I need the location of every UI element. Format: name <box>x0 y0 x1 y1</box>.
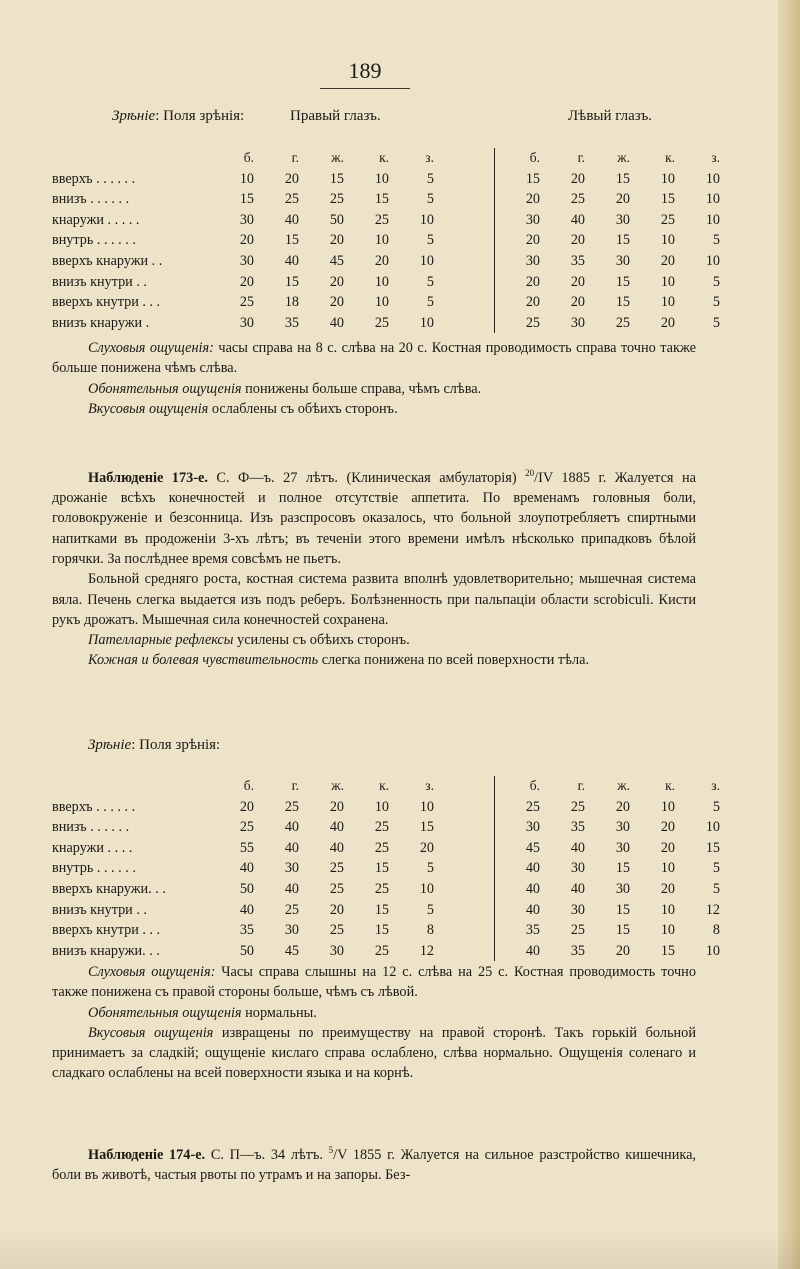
column-gap <box>434 920 494 941</box>
left-column-header: к. <box>665 150 675 165</box>
left-eye-value: 10 <box>660 901 675 918</box>
right-eye-value: 25 <box>329 860 344 877</box>
right-eye-header: Правый глазъ. <box>290 108 381 124</box>
left-eye-value: 20 <box>660 819 675 836</box>
right-eye-value: 10 <box>374 232 389 249</box>
column-gap <box>434 251 494 272</box>
hearing-label: Слуховыя ощущенія: <box>88 340 214 356</box>
row-label-header <box>52 776 209 797</box>
left-eye-value: 10 <box>705 942 720 959</box>
visual-field-table-2 <box>52 776 720 961</box>
row-label: вверхъ кнутри . . . <box>52 922 161 939</box>
right-column-header: к. <box>379 778 389 793</box>
smell-paragraph <box>52 379 696 399</box>
right-eye-value: 20 <box>239 232 254 249</box>
left-eye-value: 20 <box>570 294 585 311</box>
table-row <box>52 272 720 293</box>
left-eye-value: 25 <box>525 798 540 815</box>
left-eye-value: 5 <box>712 880 720 897</box>
right-eye-value: 15 <box>374 922 389 939</box>
column-gap <box>434 272 494 293</box>
hearing-label-2: Слуховыя ощущенія: <box>88 964 216 980</box>
right-column-header: з. <box>425 778 434 793</box>
right-eye-value: 40 <box>329 314 344 331</box>
table-row <box>52 879 720 900</box>
obs174-date-rest: /V 1855 г. Жалуется на сильное разстройство кишечника, боли въ животѣ, частыя рвоты по утрамъ и на запоры. Без- <box>52 1146 696 1184</box>
row-label: вверхъ кнутри . . . <box>52 294 161 311</box>
left-eye-value: 15 <box>615 860 630 877</box>
observation-174 <box>52 1140 696 1185</box>
left-eye-value: 5 <box>712 314 720 331</box>
right-eye-value: 12 <box>419 942 434 959</box>
right-eye-value: 20 <box>239 798 254 815</box>
right-eye-value: 5 <box>426 294 434 311</box>
right-eye-value: 30 <box>239 211 254 228</box>
right-eye-value: 10 <box>419 798 434 815</box>
left-eye-value: 20 <box>660 880 675 897</box>
obs173-intro: С. Ф—ъ. 27 лѣтъ. (Клиническая амбулаторія) <box>207 469 526 486</box>
right-eye-value: 50 <box>239 880 254 897</box>
right-eye-value: 15 <box>284 273 299 290</box>
hearing-paragraph-2 <box>52 962 696 1003</box>
left-eye-value: 30 <box>570 314 585 331</box>
left-eye-value: 30 <box>615 880 630 897</box>
skin-label: Кожная и болевая чувствительность <box>88 652 319 669</box>
right-eye-value: 10 <box>374 273 389 290</box>
left-eye-value: 10 <box>660 294 675 311</box>
page-number-rule <box>320 88 410 89</box>
right-eye-value: 40 <box>239 860 254 877</box>
left-eye-value: 15 <box>615 273 630 290</box>
right-eye-value: 40 <box>284 252 299 269</box>
obs173-date-rest: /IV 1885 г. Жалуется на дрожаніе всѣхъ конечностей и полное отсутствіе аппетита. По временамъ головныя боли, головокруженіе и безсонница. Изъ разспросовъ оказалось, что больной злоупотребляетъ спиртными напитками въ продоженіи 3-хъ лѣтъ; въ теченіи этого времени имѣлъ нѣсколько припадковъ бѣлой горячки. За послѣднее время совсѣмъ не пьетъ. <box>52 469 696 567</box>
right-eye-value: 15 <box>374 191 389 208</box>
row-label: вверхъ кнаружи. . . <box>52 880 166 897</box>
left-eye-value: 15 <box>705 839 720 856</box>
left-eye-value: 10 <box>705 191 720 208</box>
table-row <box>52 797 720 818</box>
obs173-paragraph-1 <box>52 463 696 569</box>
right-eye-value: 20 <box>329 294 344 311</box>
left-eye-value: 40 <box>525 880 540 897</box>
table-row <box>52 210 720 231</box>
left-eye-value: 12 <box>705 901 720 918</box>
smell-label: Обонятельныя ощущенія <box>88 380 242 397</box>
right-eye-value: 10 <box>374 170 389 187</box>
right-eye-value: 35 <box>239 922 254 939</box>
skin-paragraph <box>52 650 696 670</box>
row-label: внизъ . . . . . . <box>52 819 130 836</box>
left-eye-value: 45 <box>525 839 540 856</box>
left-eye-value: 10 <box>660 232 675 249</box>
right-eye-value: 40 <box>284 819 299 836</box>
right-eye-value: 25 <box>374 839 389 856</box>
left-eye-value: 30 <box>525 211 540 228</box>
table-row <box>52 313 720 334</box>
taste-paragraph-2 <box>52 1023 696 1084</box>
right-eye-value: 5 <box>426 232 434 249</box>
left-column-header: к. <box>665 778 675 793</box>
row-label: кнаружи . . . . . <box>52 211 140 228</box>
left-column-header: г. <box>577 778 585 793</box>
left-column-header: г. <box>577 150 585 165</box>
right-eye-value: 10 <box>239 170 254 187</box>
right-eye-value: 25 <box>374 314 389 331</box>
obs174-paragraph-1 <box>52 1140 696 1185</box>
left-eye-value: 10 <box>705 170 720 187</box>
right-eye-value: 20 <box>329 901 344 918</box>
left-eye-value: 5 <box>712 798 720 815</box>
right-eye-value: 45 <box>329 252 344 269</box>
left-eye-value: 40 <box>525 901 540 918</box>
right-eye-value: 10 <box>419 314 434 331</box>
right-eye-value: 55 <box>239 839 254 856</box>
row-label: внизъ кнаружи. . . <box>52 942 160 959</box>
obs174-heading: Наблюденіе 174-е. <box>88 1146 206 1163</box>
hearing-text-2: Часы справа слышны на 12 с. слѣва на 25 с. Костная проводимость точно также понижена съ правой стороны больше, чѣмъ съ лѣвой. <box>52 964 696 1001</box>
right-eye-value: 25 <box>284 798 299 815</box>
row-label: вверхъ . . . . . . <box>52 170 136 187</box>
vision-fields-header-1 <box>112 108 244 125</box>
smell-text: понижены больше справа, чѣмъ слѣва. <box>241 380 482 397</box>
taste-paragraph <box>52 399 696 419</box>
row-label: внизъ кнутри . . <box>52 273 147 290</box>
visual-field-table-1 <box>52 148 720 333</box>
obs173-sensations <box>52 962 696 1084</box>
right-eye-value: 10 <box>374 294 389 311</box>
column-gap <box>434 148 494 169</box>
left-eye-value: 35 <box>570 252 585 269</box>
left-eye-value: 25 <box>525 314 540 331</box>
left-eye-value: 15 <box>615 901 630 918</box>
right-eye-value: 25 <box>329 922 344 939</box>
left-eye-value: 20 <box>615 191 630 208</box>
row-label: кнаружи . . . . <box>52 839 133 856</box>
table-row <box>52 838 720 859</box>
right-eye-value: 15 <box>239 191 254 208</box>
right-column-header: б. <box>243 150 254 165</box>
column-gap <box>434 941 494 962</box>
right-column-header: ж. <box>331 778 344 793</box>
right-eye-value: 25 <box>284 191 299 208</box>
left-eye-value: 15 <box>525 170 540 187</box>
column-gap <box>434 169 494 190</box>
left-eye-value: 25 <box>660 211 675 228</box>
right-eye-value: 40 <box>284 880 299 897</box>
right-eye-value: 30 <box>284 860 299 877</box>
left-eye-value: 20 <box>615 942 630 959</box>
column-gap <box>434 313 494 334</box>
column-gap <box>434 210 494 231</box>
right-eye-value: 25 <box>374 211 389 228</box>
left-eye-value: 8 <box>712 922 720 939</box>
table-row <box>52 189 720 210</box>
patellar-text: усилены съ обѣихъ сторонъ. <box>233 632 410 649</box>
left-eye-value: 40 <box>570 880 585 897</box>
right-eye-value: 40 <box>284 211 299 228</box>
left-eye-value: 5 <box>712 860 720 877</box>
left-eye-value: 5 <box>712 273 720 290</box>
right-eye-value: 40 <box>239 901 254 918</box>
taste-label-2: Вкусовыя ощущенія <box>88 1024 214 1041</box>
column-header-row <box>52 776 720 797</box>
page-number: 189 <box>348 58 382 83</box>
obs174-intro: С. П—ъ. 34 лѣтъ. <box>205 1146 329 1163</box>
obs173-paragraph-2: Больной средняго роста, костная система развита вполнѣ удовлетворительно; мышечная система вяла. Печень слегка выдается изъ подъ реберъ. Болѣзненность при пальпаціи области scrobiculi. Кисти рукъ дрожатъ. Мышечная сила конечностей сохранена. <box>52 571 696 628</box>
right-eye-value: 25 <box>374 819 389 836</box>
left-eye-value: 30 <box>570 860 585 877</box>
vision-title-rest: : Поля зрѣнія: <box>155 108 245 124</box>
left-eye-value: 10 <box>660 170 675 187</box>
column-gap <box>434 230 494 251</box>
column-gap <box>434 797 494 818</box>
left-column-header: б. <box>529 150 540 165</box>
table-row <box>52 920 720 941</box>
right-eye-value: 40 <box>329 819 344 836</box>
left-eye-value: 20 <box>525 294 540 311</box>
right-eye-value: 5 <box>426 170 434 187</box>
right-eye-value: 30 <box>239 252 254 269</box>
right-eye-value: 20 <box>419 839 434 856</box>
page-edge-shadow <box>778 0 800 1269</box>
left-eye-value: 10 <box>660 922 675 939</box>
left-eye-value: 25 <box>570 922 585 939</box>
table-row <box>52 169 720 190</box>
right-column-header: г. <box>291 778 299 793</box>
vision-fields-header-2 <box>88 737 220 754</box>
right-eye-value: 15 <box>329 170 344 187</box>
bottom-shadow <box>0 1229 800 1269</box>
right-eye-value: 20 <box>284 170 299 187</box>
column-header-row <box>52 148 720 169</box>
right-eye-value: 15 <box>374 860 389 877</box>
table-row <box>52 858 720 879</box>
left-eye-value: 40 <box>570 839 585 856</box>
column-gap <box>434 817 494 838</box>
right-eye-value: 45 <box>284 942 299 959</box>
table-row <box>52 900 720 921</box>
left-eye-value: 30 <box>525 819 540 836</box>
left-column-header: з. <box>711 150 720 165</box>
vision-title-2: Зрѣніе <box>88 737 132 753</box>
table-row <box>52 292 720 313</box>
left-eye-value: 10 <box>705 211 720 228</box>
right-eye-value: 20 <box>329 232 344 249</box>
right-eye-value: 20 <box>329 798 344 815</box>
column-gap <box>434 189 494 210</box>
left-eye-value: 20 <box>525 273 540 290</box>
patellar-paragraph <box>52 630 696 650</box>
right-eye-value: 40 <box>329 839 344 856</box>
right-eye-value: 50 <box>329 211 344 228</box>
left-eye-value: 30 <box>615 211 630 228</box>
table-row <box>52 251 720 272</box>
right-eye-value: 10 <box>419 252 434 269</box>
right-eye-value: 15 <box>419 819 434 836</box>
left-eye-value: 30 <box>615 819 630 836</box>
table-row <box>52 941 720 962</box>
left-eye-value: 15 <box>615 294 630 311</box>
right-eye-value: 20 <box>239 273 254 290</box>
left-eye-value: 25 <box>570 191 585 208</box>
right-eye-value: 25 <box>239 819 254 836</box>
right-eye-value: 15 <box>284 232 299 249</box>
left-eye-value: 15 <box>660 191 675 208</box>
section1-sensations <box>52 338 696 419</box>
right-eye-value: 35 <box>284 314 299 331</box>
right-eye-value: 5 <box>426 860 434 877</box>
right-eye-value: 25 <box>329 880 344 897</box>
left-eye-value: 15 <box>660 942 675 959</box>
hearing-paragraph <box>52 338 696 379</box>
row-label: внизъ кнутри . . <box>52 901 147 918</box>
right-eye-value: 5 <box>426 901 434 918</box>
right-column-header: ж. <box>331 150 344 165</box>
left-eye-value: 30 <box>570 901 585 918</box>
right-column-header: г. <box>291 150 299 165</box>
left-eye-value: 20 <box>615 798 630 815</box>
left-eye-value: 20 <box>525 232 540 249</box>
column-gap <box>434 858 494 879</box>
right-column-header: б. <box>243 778 254 793</box>
right-eye-value: 40 <box>284 839 299 856</box>
left-eye-value: 10 <box>660 798 675 815</box>
smell-paragraph-2 <box>52 1003 696 1023</box>
left-eye-value: 40 <box>570 211 585 228</box>
left-eye-value: 20 <box>660 252 675 269</box>
obs173-date-sup: 20 <box>525 468 535 478</box>
left-eye-value: 25 <box>615 314 630 331</box>
patellar-label: Пателларные рефлексы <box>88 632 234 649</box>
right-eye-value: 10 <box>374 798 389 815</box>
left-column-header: ж. <box>617 150 630 165</box>
row-label: внизъ кнаружи . <box>52 314 150 331</box>
left-eye-value: 20 <box>525 191 540 208</box>
right-eye-value: 10 <box>419 880 434 897</box>
left-column-header: з. <box>711 778 720 793</box>
smell-text-2: нормальны. <box>241 1004 317 1021</box>
obs173-heading: Наблюденіе 173-е. <box>88 469 208 486</box>
right-eye-value: 20 <box>374 252 389 269</box>
row-label: внизъ . . . . . . <box>52 191 130 208</box>
left-eye-value: 10 <box>660 860 675 877</box>
right-eye-value: 30 <box>284 922 299 939</box>
vision-title-rest-2: : Поля зрѣнія: <box>131 737 221 753</box>
left-eye-value: 10 <box>705 819 720 836</box>
right-eye-value: 5 <box>426 191 434 208</box>
right-eye-value: 8 <box>426 922 434 939</box>
column-gap <box>434 879 494 900</box>
right-eye-value: 25 <box>284 901 299 918</box>
taste-label: Вкусовыя ощущенія <box>88 400 209 417</box>
left-eye-value: 35 <box>525 922 540 939</box>
smell-label-2: Обонятельныя ощущенія <box>88 1004 242 1021</box>
right-eye-value: 18 <box>284 294 299 311</box>
row-label-header <box>52 148 209 169</box>
table-row <box>52 230 720 251</box>
column-gap <box>434 838 494 859</box>
vision-title: Зрѣніе <box>112 108 156 124</box>
left-eye-value: 10 <box>705 252 720 269</box>
left-eye-header: Лѣвый глазъ. <box>568 108 652 124</box>
right-eye-value: 20 <box>329 273 344 290</box>
left-eye-value: 20 <box>660 839 675 856</box>
left-eye-value: 5 <box>712 294 720 311</box>
left-eye-value: 15 <box>615 232 630 249</box>
left-eye-value: 35 <box>570 819 585 836</box>
taste-text-2: извращены по преимуществу на правой сторонѣ. Такъ горькій больной принимаетъ за сладкій; ощущеніе кислаго справа ослаблено, слѣва нормально. Ощущенія соленаго и сладкаго ослаблены на всей поверхности языка и на корнѣ. <box>52 1024 696 1082</box>
left-eye-value: 40 <box>525 860 540 877</box>
left-eye-value: 20 <box>660 314 675 331</box>
left-column-header: ж. <box>617 778 630 793</box>
left-eye-value: 5 <box>712 232 720 249</box>
column-gap <box>434 292 494 313</box>
left-eye-value: 35 <box>570 942 585 959</box>
left-eye-value: 15 <box>615 170 630 187</box>
right-column-header: з. <box>425 150 434 165</box>
obs174-date-sup: 5 <box>328 1145 334 1155</box>
column-gap <box>434 776 494 797</box>
left-eye-value: 20 <box>570 170 585 187</box>
skin-text: слегка понижена по всей поверхности тѣла. <box>318 652 590 669</box>
right-eye-value: 30 <box>239 314 254 331</box>
table-row <box>52 817 720 838</box>
right-eye-value: 15 <box>374 901 389 918</box>
left-eye-value: 20 <box>570 273 585 290</box>
right-eye-value: 25 <box>239 294 254 311</box>
right-eye-value: 5 <box>426 273 434 290</box>
left-eye-value: 20 <box>570 232 585 249</box>
right-eye-value: 30 <box>329 942 344 959</box>
row-label: вверхъ кнаружи . . <box>52 252 163 269</box>
left-column-header: б. <box>529 778 540 793</box>
right-eye-value: 50 <box>239 942 254 959</box>
left-eye-value: 30 <box>615 252 630 269</box>
left-eye-value: 15 <box>615 922 630 939</box>
column-gap <box>434 900 494 921</box>
row-label: внутрь . . . . . . <box>52 860 136 877</box>
right-eye-value: 25 <box>374 880 389 897</box>
left-eye-value: 25 <box>570 798 585 815</box>
hearing-text: часы справа на 8 с. слѣва на 20 с. Костная проводимость справа точно также больше понижена чѣмъ слѣва. <box>52 340 696 377</box>
taste-text: ослаблены съ обѣихъ сторонъ. <box>208 400 398 417</box>
left-eye-value: 10 <box>660 273 675 290</box>
right-eye-value: 10 <box>419 211 434 228</box>
right-column-header: к. <box>379 150 389 165</box>
left-eye-value: 40 <box>525 942 540 959</box>
right-eye-value: 25 <box>374 942 389 959</box>
row-label: вверхъ . . . . . . <box>52 798 136 815</box>
left-eye-value: 30 <box>615 839 630 856</box>
right-eye-value: 25 <box>329 191 344 208</box>
left-eye-value: 30 <box>525 252 540 269</box>
observation-173 <box>52 463 696 671</box>
row-label: внутрь . . . . . . <box>52 232 136 249</box>
